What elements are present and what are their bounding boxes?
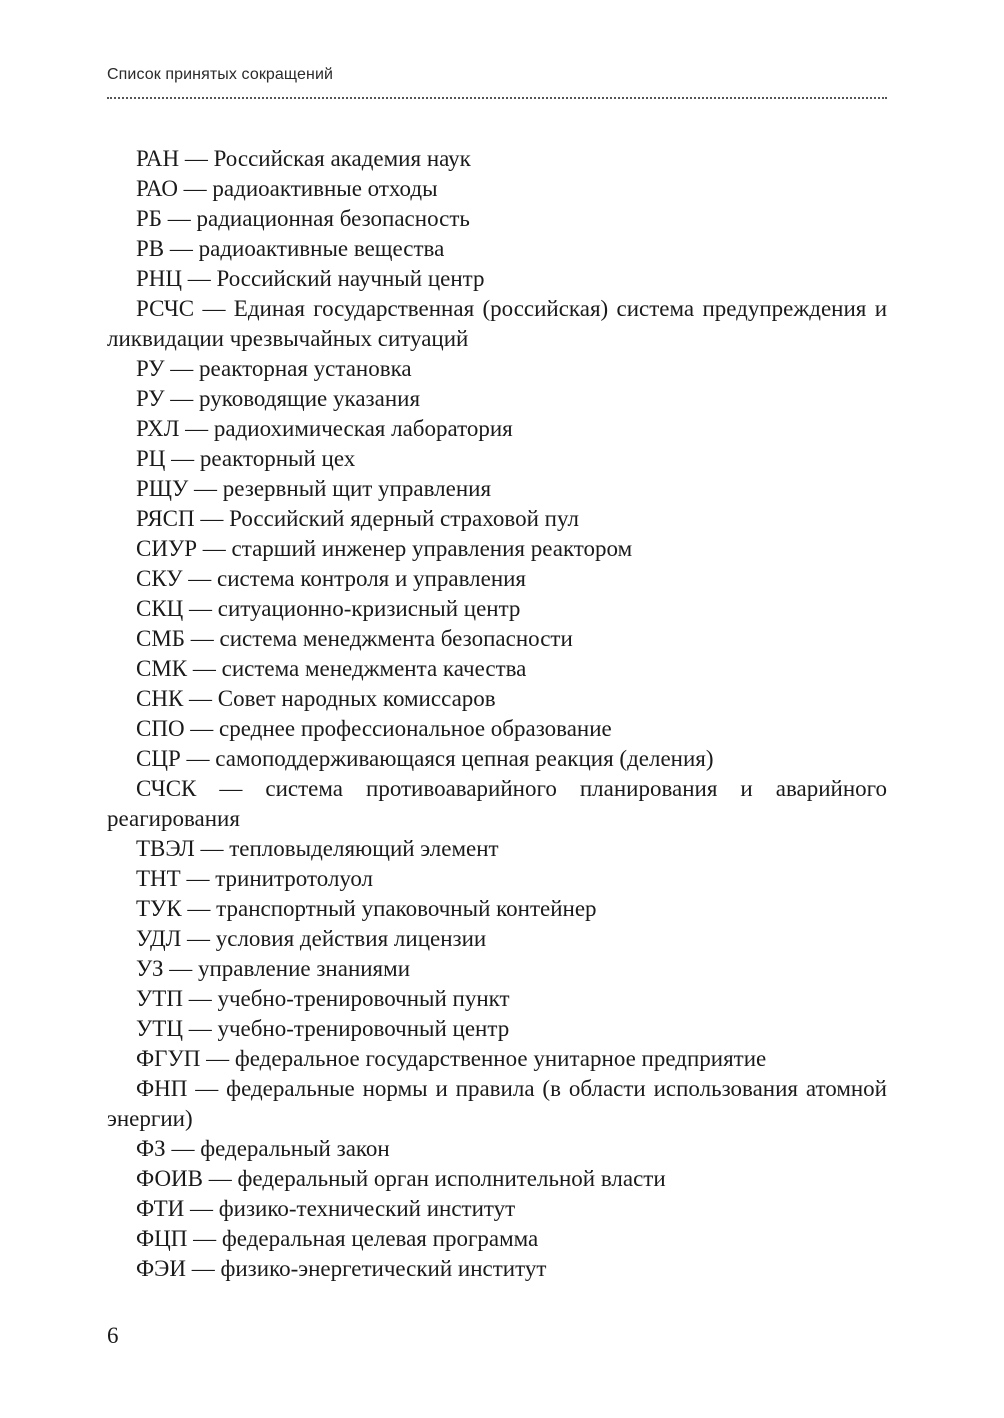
abbreviation-entry: РСЧС — Единая государственная (российская) система предупреждения и ликвидации чрезвычайных ситуаций <box>107 296 887 351</box>
abbreviation-entry: РЩУ — резервный щит управления <box>136 476 492 501</box>
abbreviation-entry: ТУК — транспортный упаковочный контейнер <box>136 896 597 921</box>
abbreviation-entry: РУ — реакторная установка <box>136 356 412 381</box>
abbreviation-entry: УЗ — управление знаниями <box>136 956 411 981</box>
abbreviation-entry: ФОИВ — федеральный орган исполнительной власти <box>136 1166 666 1191</box>
abbreviation-entry: СКЦ — ситуационно-кризисный центр <box>136 596 521 621</box>
abbreviation-entry: СИУР — старший инженер управления реактором <box>136 536 633 561</box>
abbreviation-entry: СМК — система менеджмента качества <box>136 656 527 681</box>
page-number: 6 <box>107 1323 119 1348</box>
abbreviation-entry: ФЗ — федеральный закон <box>136 1136 390 1161</box>
abbreviation-entry: РЯСП — Российский ядерный страховой пул <box>136 506 579 531</box>
abbreviation-entry: ФГУП — федеральное государственное унитарное предприятие <box>136 1046 767 1071</box>
abbreviation-entry: РУ — руководящие указания <box>136 386 421 411</box>
abbreviation-entry: УДЛ — условия действия лицензии <box>136 926 487 951</box>
abbreviation-entry: РАО — радиоактивные отходы <box>136 176 438 201</box>
abbreviation-entry: ТВЭЛ — тепловыделяющий элемент <box>136 836 499 861</box>
abbreviation-entry: СЦР — самоподдерживающаяся цепная реакция (деления) <box>136 746 714 771</box>
abbreviation-entry: СКУ — система контроля и управления <box>136 566 527 591</box>
abbreviation-entry: РАН — Российская академия наук <box>136 146 471 171</box>
abbreviation-entry: ФЭИ — физико-энергетический институт <box>136 1256 547 1281</box>
abbreviation-entry: УТП — учебно-тренировочный пункт <box>136 986 510 1011</box>
abbreviation-entry: СЧСК — система противоаварийного планирования и аварийного реагирования <box>107 776 887 831</box>
abbreviation-entry: РХЛ — радиохимическая лаборатория <box>136 416 513 441</box>
abbreviation-entry: СНК — Совет народных комиссаров <box>136 686 496 711</box>
abbreviation-list <box>107 144 887 1284</box>
header-dotted-rule <box>107 97 887 99</box>
abbreviation-entry: РВ — радиоактивные вещества <box>136 236 445 261</box>
abbreviation-entry: СМБ — система менеджмента безопасности <box>136 626 573 651</box>
abbreviation-entry: РНЦ — Российский научный центр <box>136 266 485 291</box>
abbreviation-entry: ФТИ — физико-технический институт <box>136 1196 516 1221</box>
abbreviation-entry: УТЦ — учебно-тренировочный центр <box>136 1016 510 1041</box>
abbreviation-entry: ТНТ — тринитротолуол <box>136 866 374 891</box>
abbreviation-entry: РЦ — реакторный цех <box>136 446 356 471</box>
running-head: Список принятых сокращений <box>107 66 334 83</box>
abbreviation-entry: ФЦП — федеральная целевая программа <box>136 1226 539 1251</box>
abbreviation-entry: ФНП — федеральные нормы и правила (в области использования атомной энергии) <box>107 1076 887 1131</box>
abbreviation-entry: РБ — радиационная безопасность <box>136 206 470 231</box>
abbreviation-entry: СПО — среднее профессиональное образование <box>136 716 612 741</box>
